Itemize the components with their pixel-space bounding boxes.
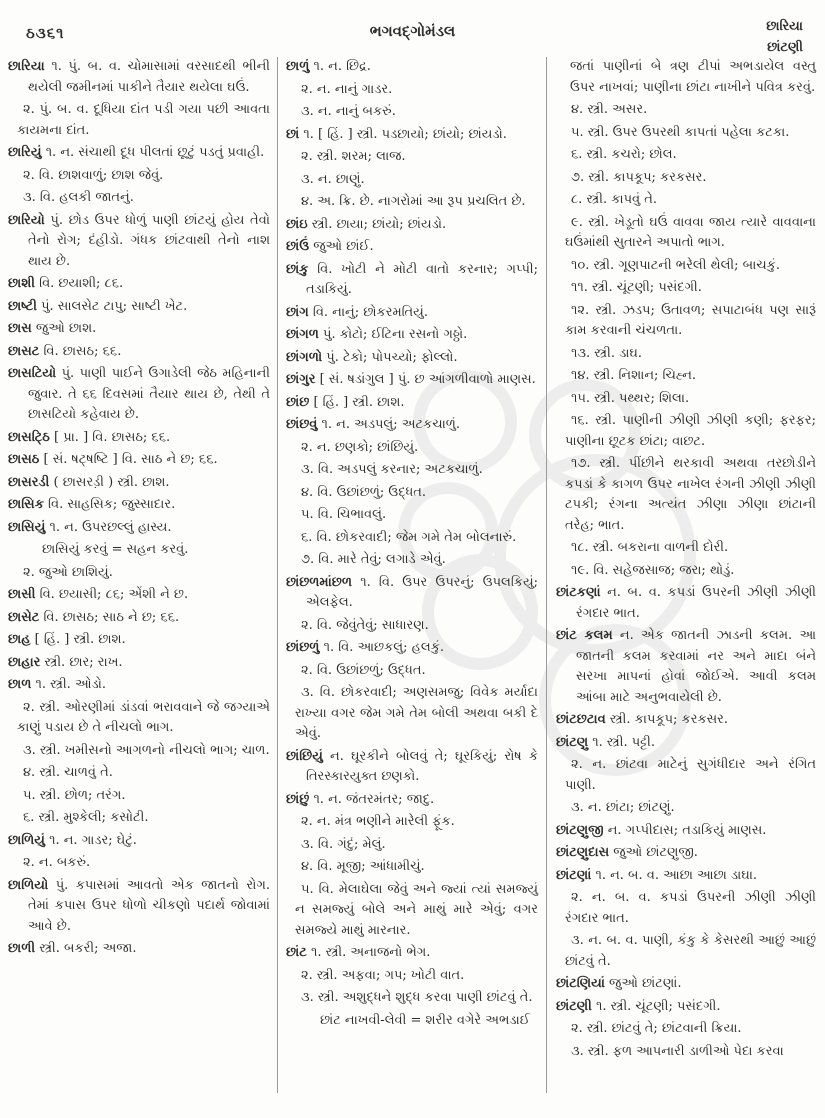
dictionary-entry <box>8 675 270 696</box>
entry-body: પું. છોડ ઉપર ધોળું પાણી છાંટયું હોય તેવો તેનો રોગ; દંહીડો. ગંધક છાંટવાથી તેનો નાશ થાય છે. <box>28 212 270 269</box>
entry-body: ૧૧. સ્ત્રી. ચૂંટણી; પસંદગી. <box>571 280 702 295</box>
entry-body: ૧. વિ. આછકલું; હલકું. <box>323 640 444 655</box>
dictionary-entry <box>556 411 816 452</box>
entry-body: [ સં. ષટ્ષષ્ટિ ] વિ. સાઠ ને છ; ૬૬. <box>43 452 218 467</box>
entry-body: ૧૨. સ્ત્રી. ઝડપ; ઉતાવળ; સપાટાબંધ પણ સારૂં કામ કરવાની ચંચળતા. <box>565 302 816 338</box>
dictionary-entry <box>8 473 270 494</box>
dictionary-entry <box>286 370 538 391</box>
dictionary-entry <box>8 853 270 874</box>
entry-body: ૧. ન. છિદ્ર. <box>313 59 371 74</box>
dictionary-entry <box>8 319 270 340</box>
dictionary-entry <box>556 974 816 995</box>
entry-body: સ્ત્રી. છાર; રાખ. <box>44 654 123 670</box>
dictionary-entry <box>286 747 538 788</box>
dictionary-entry <box>286 348 538 369</box>
entry-headword: છાંગ <box>286 304 309 320</box>
entry-body: ૫. વિ. મેલાઘેલા જેવું અને જ્યાં ત્યાં સમજ્યું ન સમજ્યું બોલે અને માથું મારે એવું; વગર સમજ્યે માથું મારનાર. <box>295 881 538 938</box>
entry-body: ૨. ન. નાનું ગાડર. <box>301 81 393 97</box>
dictionary-entry <box>286 943 538 964</box>
entry-headword: છાંછ <box>286 394 310 410</box>
entry-body: ૧. [ હિં. ] સ્ત્રી. પડછાયો; છાંયો; છાંયડો. <box>303 126 507 142</box>
dictionary-entry <box>556 1019 816 1040</box>
dictionary-entry <box>286 80 538 101</box>
entry-body: ૩. ન. બ. વ. પાણી, કંકુ કે કેસરથી આછું આછું છાંટવું તે. <box>565 933 816 969</box>
entry-body: ૪. સ્ત્રી. ચાળવું તે. <box>23 765 113 780</box>
entry-headword: છાસ <box>8 321 32 336</box>
entry-body: ૨. જુઓ છાશિયું. <box>23 564 113 580</box>
dictionary-entry <box>286 215 538 236</box>
dictionary-entry <box>556 997 816 1018</box>
dictionary-entry <box>286 1011 538 1032</box>
dictionary-entry <box>556 1042 816 1063</box>
dictionary-entry <box>286 638 538 659</box>
entry-body: વિ. છયાશી; ૮૬. <box>39 276 124 291</box>
dictionary-entry <box>8 698 270 739</box>
entry-body: ૨. ન. બ. વ. કપડાં ઉપરની ઝીણી ઝીણી રંગદાર ભાત. <box>565 890 816 926</box>
entry-body: ૧૮. સ્ત્રી. બકરાના વાળની દોરી. <box>571 540 729 555</box>
entry-body: ૩. સ્ત્રી. ફળ આપનારી ડાળીઓ પેદા કરવા <box>571 1043 784 1059</box>
entry-body: ૨. સ્ત્રી. અફવા; ગપ; ખોટી વાત. <box>301 967 465 983</box>
entry-body: ૨. ન. મંત્ર ભણીને મારેલી ફૂંક. <box>301 814 455 829</box>
entry-headword: છાંછળમાંછળ <box>286 574 352 590</box>
entry-headword: છાળી <box>8 941 36 956</box>
page-number: ઠ૩૬૧ <box>26 24 65 42</box>
entry-body: છાંટ નાખવી-લેવી = શરીર વગેરે અભડાઈ <box>320 1012 530 1028</box>
entry-body: [ સં. ષડાંગુલ ] પું. છ આંગળીવાળો માણસ. <box>319 372 536 387</box>
dictionary-entry <box>8 763 270 784</box>
dictionary-entry <box>556 190 816 211</box>
dictionary-entry <box>286 812 538 833</box>
dictionary-entry <box>286 102 538 123</box>
entry-headword: છાંછિયું <box>286 748 323 764</box>
entry-body: ૬. સ્ત્રી. કચરો; છોલ. <box>571 147 677 162</box>
entry-body: સ્ત્રી. છાયા; છાંયો; છાંયડો. <box>311 216 447 232</box>
entry-body: ૫. વિ. ચિભાવલું. <box>301 507 387 522</box>
entry-headword: છાંઉં <box>286 239 310 254</box>
entry-body: ૮. સ્ત્રી. કાપવું તે. <box>571 192 657 207</box>
entry-body: જુઓ છાંઈ. <box>313 239 374 254</box>
dictionary-entry <box>286 966 538 987</box>
entry-body: વિ. છયાસી; ૮૬; એંશી ને છ. <box>39 587 189 602</box>
entry-body: ૧. ન. ઉપરછલ્લું હાસ્ય. <box>49 519 172 535</box>
entry-body: ૩. વિ. છોકરવાદી; અણસમજુ; વિવેક મર્યાદા રાખ્યા વગર જેમ ગમે તેમ બોલી અથવા બકી દે એવું. <box>295 685 538 741</box>
entry-body: વિ. સાહસિક; જુસ્સાદાર. <box>48 497 176 512</box>
entry-headword: છાશી <box>8 276 35 291</box>
entry-body: ન. ઘૂરકીને બોલવું તે; ઘૂરકિયું; રોષ કે તિરસ્કારયુક્ત છણકો. <box>306 748 538 784</box>
dictionary-entry <box>556 733 816 754</box>
dictionary-entry <box>8 808 270 829</box>
entry-body: ૫. સ્ત્રી. છોળ; તરંગ. <box>23 787 126 803</box>
entry-body: પું. કપાસમાં આવતો એક જાતનો રોગ. તેમાં કપાસ ઉપર ધોળો ચીકણો પદાર્થ જોવામાં આવે છે. <box>28 877 270 934</box>
entry-body: ૧૪. સ્ત્રી. નિશાન; ચિહ્ન. <box>571 368 697 383</box>
dictionary-entry <box>8 342 270 363</box>
entry-headword: છાંછું <box>286 791 310 807</box>
entry-body: ૪. અ. ક્રિ. છે. નાગરોમાં આ રૂપ પ્રચલિત છે. <box>301 194 526 209</box>
column-1 <box>8 55 270 962</box>
dictionary-entry <box>286 835 538 856</box>
dictionary-entry <box>286 237 538 258</box>
column-2 <box>286 55 538 1033</box>
entry-headword: છાંછવું <box>286 417 318 432</box>
dictionary-entry <box>286 460 538 481</box>
entry-headword: છાંટણાં <box>556 867 592 883</box>
dictionary-entry <box>8 57 270 98</box>
dictionary-entry <box>556 454 816 536</box>
entry-headword: છાસઠ <box>8 452 40 467</box>
entry-body: ૧૭. સ્ત્રી. પીંછીને થરકાવી અથવા તરછોડીને કપડાં કે કાગળ ઉપર નાખેલ રંગની ઝીણી ઝીણી ટપકી; રંગના અત્યંત ઝીણા ઝીણા છાંટાની તરેહ; ભાત. <box>565 456 816 533</box>
entry-headword: છાહાર <box>8 654 41 670</box>
entry-body: જુઓ છાંટણુજી. <box>613 845 698 860</box>
entry-headword: છાંટ <box>286 945 307 960</box>
entry-headword: છાસટ્ઠિ <box>8 429 50 445</box>
entry-headword: છાળિયો <box>8 877 49 893</box>
entry-headword: છાંટછટાવ <box>556 712 606 727</box>
entry-headword: છાસિક <box>8 497 44 512</box>
dictionary-entry <box>8 876 270 938</box>
entry-headword: છાસિયું <box>8 519 46 535</box>
guide-words <box>766 16 803 58</box>
dictionary-entry <box>556 389 816 410</box>
entry-headword: છાંટ કલમ <box>556 628 613 643</box>
entry-body: ૯. સ્ત્રી. ખેડૂતો ઘઉં વાવવા જાય ત્યારે વાવવાના ઘઉંમાંથી સુતારને અપાતો ભાગ. <box>565 214 816 250</box>
entry-body: ૩. વિ. અડપલું કરનાર; અટકચાળું. <box>301 462 483 477</box>
dictionary-entry <box>8 166 270 187</box>
entry-headword: છાં <box>286 126 300 142</box>
dictionary-entry <box>556 100 816 121</box>
entry-body: ૧. સ્ત્રી. પટ્ટી. <box>592 734 656 750</box>
dictionary-entry <box>286 192 538 213</box>
column-divider <box>277 57 278 1093</box>
entry-body: પું. ટેકો; પોપચ્યો; ફોલ્લો. <box>326 349 458 365</box>
dictionary-entry <box>556 755 816 796</box>
entry-body: ૧૩. સ્ત્રી. ડાઘ. <box>571 345 643 361</box>
dictionary-entry <box>286 528 538 549</box>
entry-body: ૨. પું. બ. વ. દૂધિયા દાંત પડી ગયા પછી આવતા કાયમના દાંત. <box>17 102 270 138</box>
entry-headword: છાસી <box>8 587 36 602</box>
dictionary-entry <box>8 211 270 273</box>
dictionary-entry <box>286 303 538 324</box>
dictionary-entry <box>8 518 270 539</box>
dictionary-entry <box>8 653 270 674</box>
dictionary-entry <box>556 931 816 972</box>
dictionary-entry <box>8 540 270 561</box>
entry-headword: છાળિયું <box>8 832 45 848</box>
entry-body: [ હિં. ] સ્ત્રી. છાશ. <box>34 632 126 647</box>
entry-body: ૪. વિ. મૂજી; આંધામીચું. <box>301 859 425 874</box>
dictionary-entry <box>556 843 816 864</box>
entry-headword: છાંટણુદાસ <box>556 845 610 860</box>
dictionary-entry <box>8 100 270 141</box>
guide-word-last: છાંટણી <box>767 40 803 55</box>
dictionary-entry <box>556 583 816 624</box>
entry-headword: છાસટ <box>8 343 40 359</box>
text-columns <box>0 55 825 1095</box>
dictionary-entry <box>8 608 270 629</box>
entry-body: ૧. સ્ત્રી. ચૂંટણી; પસંદગી. <box>596 998 721 1014</box>
entry-headword: છાસટિયો <box>8 366 57 381</box>
entry-body: છાસિયું કરવું = સહન કરવું. <box>42 542 189 557</box>
column-divider <box>546 57 547 1093</box>
entry-body: વિ. નાનું; છોકરમતિયું. <box>312 304 428 320</box>
dictionary-entry <box>556 168 816 189</box>
entry-body: ૨. વિ. જેવુંતેવું; સાધારણ. <box>301 617 429 633</box>
dictionary-entry <box>556 538 816 559</box>
dictionary-entry <box>556 888 816 929</box>
dictionary-entry <box>8 297 270 318</box>
entry-body: ૬. સ્ત્રી. મુશ્કેલી; કસોટી. <box>23 810 149 825</box>
entry-headword: છાંઇ <box>286 216 308 232</box>
entry-body: વિ. છાસઠ; ૬૬. <box>43 343 122 359</box>
entry-body: પું. સાલસેટ ટાપુ; સાષ્ટી ખેટ. <box>41 298 188 314</box>
entry-headword: છાંગળ <box>286 327 319 342</box>
dictionary-entry <box>286 790 538 811</box>
entry-headword: છાંટણુ <box>556 734 589 750</box>
entry-body: ૪. વિ. ઉછાંછળું; ઉદ્ધત. <box>301 484 427 500</box>
dictionary-entry <box>286 125 538 146</box>
entry-body: ૧. ન. બ. વ. આછા આછા ડાઘા. <box>595 867 758 883</box>
dictionary-entry <box>286 988 538 1009</box>
column-3 <box>556 55 816 1064</box>
dictionary-entry <box>8 939 270 960</box>
entry-headword: છાંટણી <box>556 998 592 1014</box>
dictionary-entry <box>556 344 816 365</box>
entry-body: સ્ત્રી. કાપકૂપ; કરકસર. <box>609 712 729 727</box>
dictionary-entry <box>8 143 270 164</box>
entry-body: ૧૯. વિ. સહેજસાજ; જરા; થોડું. <box>571 562 735 578</box>
entry-body: ૧૫. સ્ત્રી. પથ્થર; શિલા. <box>571 390 690 406</box>
entry-body: ૧૦. સ્ત્રી. ગૂણપાટની ભરેલી થેલી; બાચકું. <box>571 257 780 273</box>
dictionary-entry <box>556 145 816 166</box>
entry-headword: છાળું <box>286 59 310 74</box>
entry-body: ૬. વિ. છોકરવાદી; જેમ ગમે તેમ બોલનારું. <box>301 529 517 545</box>
dictionary-entry <box>286 880 538 942</box>
dictionary-entry <box>286 573 538 614</box>
dictionary-entry <box>8 831 270 852</box>
entry-headword: છાંગળો <box>286 349 323 365</box>
dictionary-entry <box>286 483 538 504</box>
entry-body: ૨. ન. છણકો; છાંછિયું. <box>301 439 419 455</box>
entry-headword: છાંછળું <box>286 640 320 655</box>
entry-body: ૫. સ્ત્રી. ઉપર ઉપરથી કાપતાં પહેલા કટકા. <box>571 124 790 140</box>
dictionary-entry <box>556 710 816 731</box>
entry-body: [ હિં. ] સ્ત્રી. છાશ. <box>313 394 405 410</box>
entry-body: જુઓ છાશ. <box>35 321 97 336</box>
entry-headword: છાસરડી <box>8 474 50 490</box>
entry-headword: છાસેટ <box>8 609 40 625</box>
dictionary-entry <box>8 563 270 584</box>
dictionary-entry <box>556 278 816 299</box>
entry-body: ૧૬. સ્ત્રી. પાણીની ઝીણી ઝીણી કણી; ફરફર; પાણીના છૂટક છાંટા; વાછટ. <box>565 413 816 449</box>
entry-headword: છાંગુર <box>286 372 316 387</box>
dictionary-entry <box>286 616 538 637</box>
entry-body: ૧. સ્ત્રી. ઓડો. <box>35 677 106 692</box>
dictionary-entry <box>556 57 816 98</box>
entry-body: ૧. સ્ત્રી. અનાજનો ભેગ. <box>310 945 431 960</box>
entry-body: ૧. ન. સંચાથી દૂધ પીલતાં છૂટું પડતું પ્રવાહી. <box>45 145 265 160</box>
dictionary-entry <box>556 123 816 144</box>
guide-word-first: છારિયા <box>766 19 803 34</box>
entry-body: ૨. સ્ત્રી. છાંટવું તે; છાંટવાની ક્રિયા. <box>571 1021 742 1036</box>
entry-body: પું. પાણી પાઈને ઉગાડેલી જેઠ મહિનાની જુવાર. તે ૬૬ દિવસમાં તૈયાર થાય છે, તેથી તે છાસટિયો કહેવાય છે. <box>28 366 270 422</box>
dictionary-entry <box>286 147 538 168</box>
entry-body: ૭. સ્ત્રી. કાપકૂપ; કરકસર. <box>571 169 707 185</box>
entry-body: વિ. છાસઠ; સાઠ ને છ; ૬૬. <box>43 609 180 625</box>
dictionary-entry <box>8 274 270 295</box>
entry-body: ( છાસરડ઼ી ) સ્ત્રી. છાશ. <box>53 474 170 490</box>
dictionary-entry <box>286 325 538 346</box>
dictionary-entry <box>286 260 538 301</box>
entry-body: ૩. સ્ત્રી. ખમીસનો આગળનો નીચલો ભાગ; ચાળ. <box>23 742 270 758</box>
book-title: ભગવદ્ગોમંડલ <box>369 22 456 40</box>
entry-body: ૪. સ્ત્રી. અસર. <box>571 102 648 117</box>
dictionary-entry <box>8 364 270 426</box>
entry-body: વિ. ખોટી ને મોટી વાતો કરનાર; ગપ્પી; તડાકિયું. <box>306 261 538 297</box>
dictionary-entry <box>286 438 538 459</box>
dictionary-entry <box>556 866 816 887</box>
entry-headword: છાંટકણાં <box>556 585 601 600</box>
dictionary-entry <box>286 505 538 526</box>
dictionary-entry <box>556 213 816 254</box>
dictionary-entry <box>8 188 270 209</box>
entry-headword: છાષ્ટી <box>8 298 37 314</box>
entry-headword: છાળ <box>8 677 32 692</box>
entry-headword: છારિયા <box>8 59 45 74</box>
entry-headword: છાંટણુજી <box>556 822 604 838</box>
entry-body: ૨. ન. છાંટવા માટેનું સુગંધીદાર અને રંગિત પાણી. <box>565 757 816 793</box>
entry-body: ૧. ન. જંતરમંતર; જાદુ. <box>313 791 435 807</box>
entry-body: ૭. વિ. મારે તેવું; લગાડે એવું. <box>301 552 446 567</box>
entry-body: ૩. ન. નાનું બકરું. <box>301 104 396 119</box>
dictionary-entry <box>286 857 538 878</box>
dictionary-entry <box>556 821 816 842</box>
entry-body: ૩. વિ. ગંદું; મેલું. <box>301 836 386 852</box>
entry-body: [ પ્રા. ] વિ. છાસઠ; ૬૬. <box>53 429 171 445</box>
entry-body: ન. એક જાતની ઝાડની કલમ. આ જાતની કલમ કરવામાં નર અને માદા બંને સરખા માપનાં હોવાં જોઈએ. આવી કલમ આંબા માટે અનુભવાયેલી છે. <box>576 628 816 705</box>
entry-body: ન. બ. વ. કપડાં ઉપરની ઝીણી ઝીણી રંગદાર ભાત. <box>576 585 816 621</box>
entry-body: પું. કોટો; ઈટિના રસનો ગઠ્ઠો. <box>323 327 468 342</box>
dictionary-entry <box>8 630 270 651</box>
entry-body: ૧. ન. ગાડર; ઘેટું. <box>49 832 137 848</box>
entry-headword: છાંકુ <box>286 261 309 277</box>
dictionary-entry <box>286 661 538 682</box>
entry-body: ૩. સ્ત્રી. અશુદ્ધને શુદ્ધ કરવા પાણી છાંટવું તે. <box>301 990 533 1005</box>
entry-body: ૧. પું. બ. વ. ચોમાસામાં વરસાદથી ભીની થયેલી જમીનમાં પાકીને તૈયાર થયેલા ઘઉં. <box>28 59 270 95</box>
entry-headword: છારિયો <box>8 212 45 228</box>
entry-body: ૨. વિ. છાશવાળું; છાશ જેવું. <box>23 167 164 183</box>
dictionary-entry <box>286 57 538 78</box>
entry-body: ૨. ન. બકરું. <box>23 855 91 870</box>
dictionary-entry <box>286 393 538 414</box>
dictionary-entry <box>286 415 538 436</box>
entry-body: ૩. વિ. હલકી જાતનું. <box>23 190 134 205</box>
dictionary-entry <box>8 428 270 449</box>
entry-headword: છારિયું <box>8 145 42 160</box>
dictionary-entry <box>556 256 816 277</box>
dictionary-entry <box>286 683 538 745</box>
dictionary-entry <box>8 495 270 516</box>
dictionary-entry <box>8 786 270 807</box>
entry-body: ૧. ન. અડપલું; અટકચાળું. <box>321 417 461 432</box>
entry-body: ૩. ન. છાંટા; છાંટણું. <box>571 800 675 815</box>
dictionary-entry <box>8 741 270 762</box>
entry-body: ૨. વિ. ઉછાંછળું; ઉદ્ધત. <box>301 662 426 678</box>
entry-body: ૧. વિ. ઉપર ઉપરનું; ઉપલકિયું; એલફેલ. <box>306 574 538 610</box>
dictionary-entry <box>8 585 270 606</box>
dictionary-entry <box>556 366 816 387</box>
dictionary-entry <box>8 450 270 471</box>
entry-headword: છાહ <box>8 632 31 647</box>
entry-body: ૩. ન. છાણું. <box>301 171 365 187</box>
dictionary-entry <box>556 561 816 582</box>
dictionary-entry <box>286 550 538 571</box>
entry-headword: છાંટણિયાં <box>556 976 605 991</box>
entry-body: ૨. સ્ત્રી. શરમ; લાજ. <box>301 149 406 164</box>
entry-body: જુઓ છાંટણાં. <box>609 976 682 991</box>
entry-body: ૨. સ્ત્રી. ઓરણીમાં ડાંડવાં ભરાવવાને જે જગ્યાએ કાણું પડાય છે તે નીચલો ભાગ. <box>17 699 270 735</box>
entry-body: ન. ગપ્પીદાસ; તડાકિયું માણસ. <box>607 822 767 838</box>
dictionary-entry <box>556 798 816 819</box>
dictionary-entry <box>556 626 816 708</box>
entry-body: સ્ત્રી. બકરી; અજા. <box>39 941 137 956</box>
dictionary-entry <box>286 170 538 191</box>
entry-body: જતાં પાણીનાં બે ત્રણ ટીપાં અભડાયેલ વસ્તુ ઉપર નાખવાં; પાણીના છાંટા નાખીને પવિત્ર કરવું. <box>570 59 816 95</box>
dictionary-entry <box>556 301 816 342</box>
